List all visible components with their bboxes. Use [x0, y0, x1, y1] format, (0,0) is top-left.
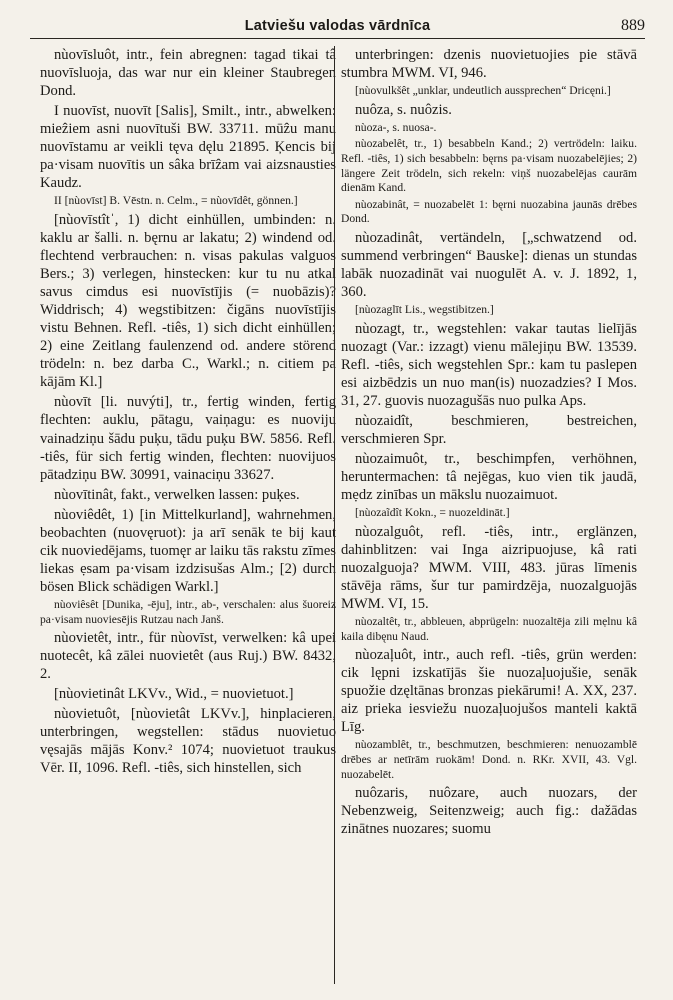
- dictionary-entry: [nùozaglīt Lis., wegstibitzen.]: [355, 303, 494, 317]
- dictionary-entry: [nùovietinât LKVv., Wid., = nuovietuot.]: [54, 686, 294, 703]
- dictionary-entry: [nùovīstîtˈ, 1) dicht einhüllen, umbinden: n. kaklu ar šalli. n. bęrnu ar lakatu; 2) windend od. flechtend verbrauchen: n. visas pakulas valguos Bers.; 3) verlegen, hinstecken: kur tu nu atkal savus cimdus esi nuovīstījis (= nuobāzis)? Widdrisch; 4) wegstibitzen: čigāns nuovīstījis vistu Behnen. Refl. -tiês, 1) sich dicht einhüllen; 2) eine Zeitlang faulenzend od. andere störend trödeln: n. bez darba C., Warkl.; n. citiem pa kājām Kl.]: [40, 211, 336, 391]
- column-divider: [334, 46, 335, 984]
- dictionary-entry: II [nùovīst] B. Vēstn. n. Celm., = nùovīdêt, gönnen.]: [54, 194, 298, 208]
- left-column: [40, 46, 336, 780]
- dictionary-entry: nùozabelêt, tr., 1) besabbeln Kand.; 2) vertrödeln: laiku. Refl. -tiês, 1) sich besabbeln: bęrns pa·visam nuozabelējies; 2) längere Zeit trödeln, sich rekeln: viņš nuozabelējas caurām dienām Kand.: [341, 137, 637, 195]
- dictionary-entry: unterbringen: dzenis nuovietuojies pie stāvā stumbra MWM. VI, 946.: [341, 47, 637, 82]
- page-header: [30, 16, 645, 39]
- right-column: [341, 46, 637, 840]
- dictionary-entry: nùozadinât, vertändeln, [„schwatzend od. summend verbringen“ Bauske]: dienas un stundas labāk nuozadināt vai nuogulēt A. v. J. 1892, 1, 360.: [341, 229, 637, 301]
- dictionary-entry: [nùovulkšêt „unklar, undeutlich aussprechen“ Dricęni.]: [355, 84, 611, 98]
- dictionary-entry: nuôza, s. nuôzis.: [355, 101, 452, 118]
- dictionary-entry: nùozabinât, = nuozabelēt 1: bęrni nuozabina jaunās drēbes Dond.: [341, 197, 637, 226]
- running-title: Latviešu valodas vārdnīca: [244, 18, 431, 34]
- dictionary-entry: nùozaimuôt, tr., beschimpfen, verhöhnen, heruntermachen: tâ nejēgas, kuo vien tik jaudā, mẹdz zinības un mākslu nuozaimuot.: [341, 451, 637, 504]
- dictionary-entry: nùoviêsêt [Dunika, -ēju], intr., ab-, verschalen: alus šuoreiz pa·visam nuoviesējis Rutzau nach Janš.: [40, 597, 336, 626]
- dictionary-entry: nùoviêdêt, 1) [in Mittelkurland], wahrnehmen, beobachten (nuovęruot): ja arī senāk te bij kaut cik nuoviedējams, tuomęr ar laiku tās rakstu zīmes liekas ẹsam pa·visam izdzisušas Alm.; [2) durch bösen Blick schädigen Warkl.]: [40, 506, 336, 595]
- dictionary-entry: nùovīt [li. nuvýti], tr., fertig winden, fertig flechten: auklu, pātagu, vaiņagu: es nuoviju vainadziņu šādu puķu, tādu puķu BW. 5856. Refl. -tiês, für sich fertig winden, flechten: nuovijuos pātadziņu BW. 30991, vainaciņu 33627.: [40, 394, 336, 483]
- dictionary-entry: nuôzaris, nuôzare, auch nuozars, der Nebenzweig, Seitenzweig; auch fig.: dažādas zinātnes nuozares; suomu: [341, 785, 637, 838]
- dictionary-entry: nùovīsluôt, intr., fein abregnen: tagad tikai tâ nuovīsluoja, das war nur ein kleiner Staubregen Dond.: [40, 47, 336, 100]
- dictionary-entry: nùozagt, tr., wegstehlen: vakar tautas lielījās nuozagt (Var.: izzagt) vienu mālejiņu BW. 13539. Refl. -tiês, sich wegstehlen Spr.: kam tu paslepen esi aizbēdzis un nuo man(is) nuozadzies? I Mos. 31, 27. guovis nuozagušās nuo pulka Aps.: [341, 320, 637, 409]
- dictionary-entry: nùozaidît, beschmieren, bestreichen, verschmieren Spr.: [341, 412, 637, 447]
- dictionary-entry: nùovietuôt, [nùovietât LKVv.], hinplacieren, unterbringen, wegstellen: stādus nuovietuo vęsajās mājās Konv.² 1074; nuovietuot traukus Vēr. II, 1096. Refl. -tiês, sich hinstellen, sich: [40, 706, 336, 777]
- dictionary-entry: [nùozaĩdît Kokn., = nuozeldināt.]: [355, 506, 510, 520]
- dictionary-entry: nùozaltêt, tr., abbleuen, abprügeln: nuozaltēja zili mẹlnu kâ kaila dibęnu Naud.: [341, 614, 637, 643]
- dictionary-entry: nùozalguôt, refl. -tiês, intr., erglänzen, dahinblitzen: vai Inga aizripuojuse, kâ rati nuozalguoja? MWM. VIII, 483. jūras līmenis stāvēja rāms, šur tur pamirdzēja, nuozalguojās MWM. VI, 15.: [341, 523, 637, 612]
- dictionary-entry: I nuovīst, nuovīt [Salis], Smilt., intr., abwelken: mieẑiem asni nuovītuši BW. 33711. mūẑu manu nuovīstamu ar veikli tęva dęlu 21895. Ķencis bij pa·visam nuovītis un sâka brīẑam vai aizsnausties Kaudz.: [40, 103, 336, 192]
- dictionary-entry: nùozaļuôt, intr., auch refl. -tiês, grün werden: cik lęрni izskatījās šie nuozaļuojušie, senāk spuožie dzęltānas bronzas piekārumi! A. XX, 237. aiz prieka iesviežu nuozaļuojušos manteli kaktā Līg.: [341, 647, 637, 736]
- dictionary-entry: nùozamblêt, tr., beschmutzen, beschmieren: nenuozamblē drēbes ar netīrām ruokām! Dond. n. RKr. XVII, 43. Vgl. nuozabelēt.: [341, 738, 637, 781]
- dictionary-entry: nùovītinât, fakt., verwelken lassen: puķes.: [54, 486, 300, 503]
- dictionary-entry: nùovietêt, intr., für nùovīst, verwelken: kâ upei nuotecêt, kâ zālei nuovietêt (aus Ruj.) BW. 8432, 2.: [40, 630, 336, 683]
- dictionary-entry: nùoza-, s. nuosa-.: [355, 120, 437, 134]
- page-number: 889: [621, 17, 645, 34]
